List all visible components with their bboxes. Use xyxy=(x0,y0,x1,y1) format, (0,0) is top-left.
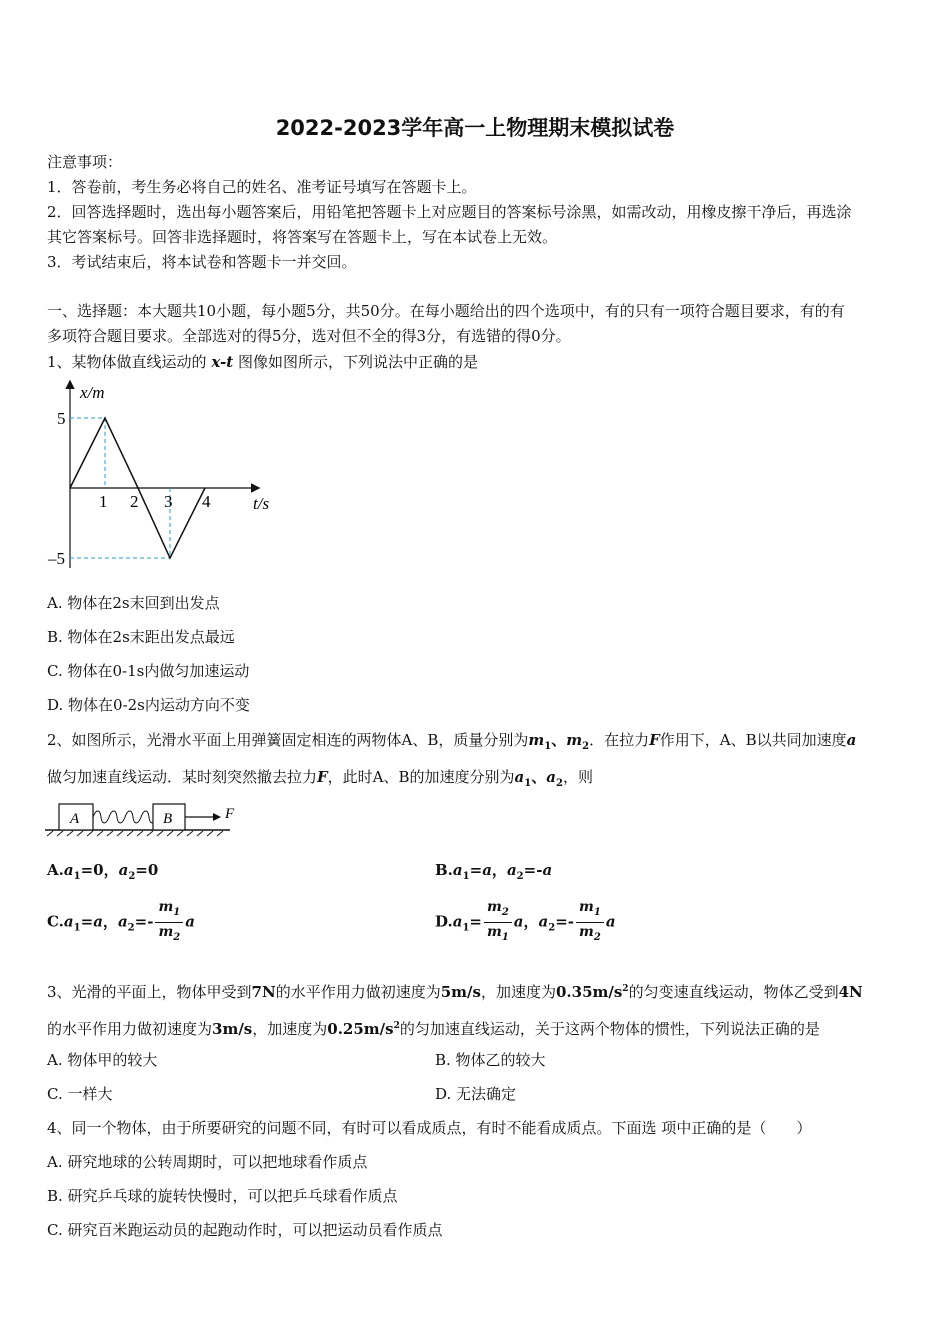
q1-option-b: B. 物体在2s末距出发点最远 xyxy=(47,628,235,646)
q1-stem: 1、某物体做直线运动的 x-t 图像如图所示，下列说法中正确的是 xyxy=(47,353,478,371)
q2-option-b: $B.a_1=a$，$a_2=-a$ xyxy=(435,861,553,882)
x-tick: 4 xyxy=(202,492,211,511)
q4-option-b: B. 研究乒乓球的旋转快慢时，可以把乒乓球看作质点 xyxy=(47,1187,398,1205)
y-tick: 5 xyxy=(57,409,66,428)
section-intro: 一、选择题：本大题共10小题，每小题5分，共50分。在每小题给出的四个选项中，有的只有一项符合题目要求，有的有 xyxy=(47,302,845,320)
q3-option-c: C. 一样大 xyxy=(47,1085,113,1103)
y-axis-label: x/m xyxy=(80,383,105,402)
x-axis-label: t/s xyxy=(253,494,270,513)
q4-stem: 4、同一个物体，由于所要研究的问题不同，有时可以看成质点，有时不能看成质点。下面选 项中正确的是（ ） xyxy=(47,1119,812,1137)
notice-item: 2．回答选择题时，选出每小题答案后，用铅笔把答题卡上对应题目的答案标号涂黑，如需改动，用橡皮擦干净后，再选涂 xyxy=(47,203,852,221)
y-tick: –5 xyxy=(48,549,65,568)
notice-item: 3．考试结束后，将本试卷和答题卡一并交回。 xyxy=(47,253,357,271)
q2-stem-line2: 做匀加速直线运动．某时刻突然撤去拉力F，此时A、B的加速度分别为$a_1$、$a_2$，则 xyxy=(47,768,593,789)
block-a-label: A xyxy=(70,811,80,827)
q3-option-a: A. 物体甲的较大 xyxy=(47,1051,158,1069)
force-label: F xyxy=(225,806,235,822)
q3-option-d: D. 无法确定 xyxy=(435,1085,517,1103)
block-b-label: B xyxy=(163,811,173,827)
x-tick: 1 xyxy=(99,492,108,511)
notice-item: 其它答案标号。回答非选择题时，将答案写在答题卡上，写在本试卷上无效。 xyxy=(47,228,558,246)
page-title: 2022-2023学年高一上物理期末模拟试卷 xyxy=(275,116,675,140)
q2-stem-line1: 2、如图所示，光滑水平面上用弹簧固定相连的两物体A、B，质量分别为$m_1$、$m_2$．在拉力F作用下，A、B以共同加速度a xyxy=(47,731,857,752)
q2-option-c: $C.a_1=a$，$a_2=-$ $\frac{m_1}{m_2}$ a xyxy=(47,899,195,943)
x-tick: 2 xyxy=(130,492,139,511)
q4-option-a: A. 研究地球的公转周期时，可以把地球看作质点 xyxy=(47,1153,368,1171)
x-tick: 3 xyxy=(164,492,173,511)
force-arrow-head xyxy=(213,813,221,821)
q1-option-d: D. 物体在0-2s内运动方向不变 xyxy=(47,696,250,714)
q2-option-d: $D.a_1=$ $\frac{m_2}{m_1}$ a，$a_2=-$ $\frac{m_1}{m_2}$ a xyxy=(435,899,616,943)
q1-option-c: C. 物体在0-1s内做匀加速运动 xyxy=(47,662,250,680)
q2-option-a: $A.a_1=0$，$a_2=0$ xyxy=(47,861,159,882)
q3-option-b: B. 物体乙的较大 xyxy=(435,1051,546,1069)
q3-stem-line2: 的水平作用力做初速度为3m/s，加速度为$0.25m/s^2$的匀加速直线运动，关于这两个物体的惯性，下列说法正确的是 xyxy=(47,1020,820,1038)
section-intro: 多项符合题目要求。全部选对的得5分，选对但不全的得3分，有选错的得0分。 xyxy=(47,327,571,345)
q4-option-c: C. 研究百米跑运动员的起跑动作时，可以把运动员看作质点 xyxy=(47,1221,443,1239)
notice-heading: 注意事项： xyxy=(47,153,123,171)
q1-option-a: A. 物体在2s末回到出发点 xyxy=(47,594,220,612)
q3-stem-line1: 3、光滑的平面上，物体甲受到7N的水平作用力做初速度为5m/s，加速度为$0.35m/s^2$的匀变速直线运动，物体乙受到4N xyxy=(47,983,863,1001)
spring xyxy=(93,811,161,823)
q2-spring-diagram xyxy=(45,800,245,840)
q1-xt-graph xyxy=(50,378,290,578)
notice-item: 1．答卷前，考生务必将自己的姓名、准考证号填写在答题卡上。 xyxy=(47,178,477,196)
